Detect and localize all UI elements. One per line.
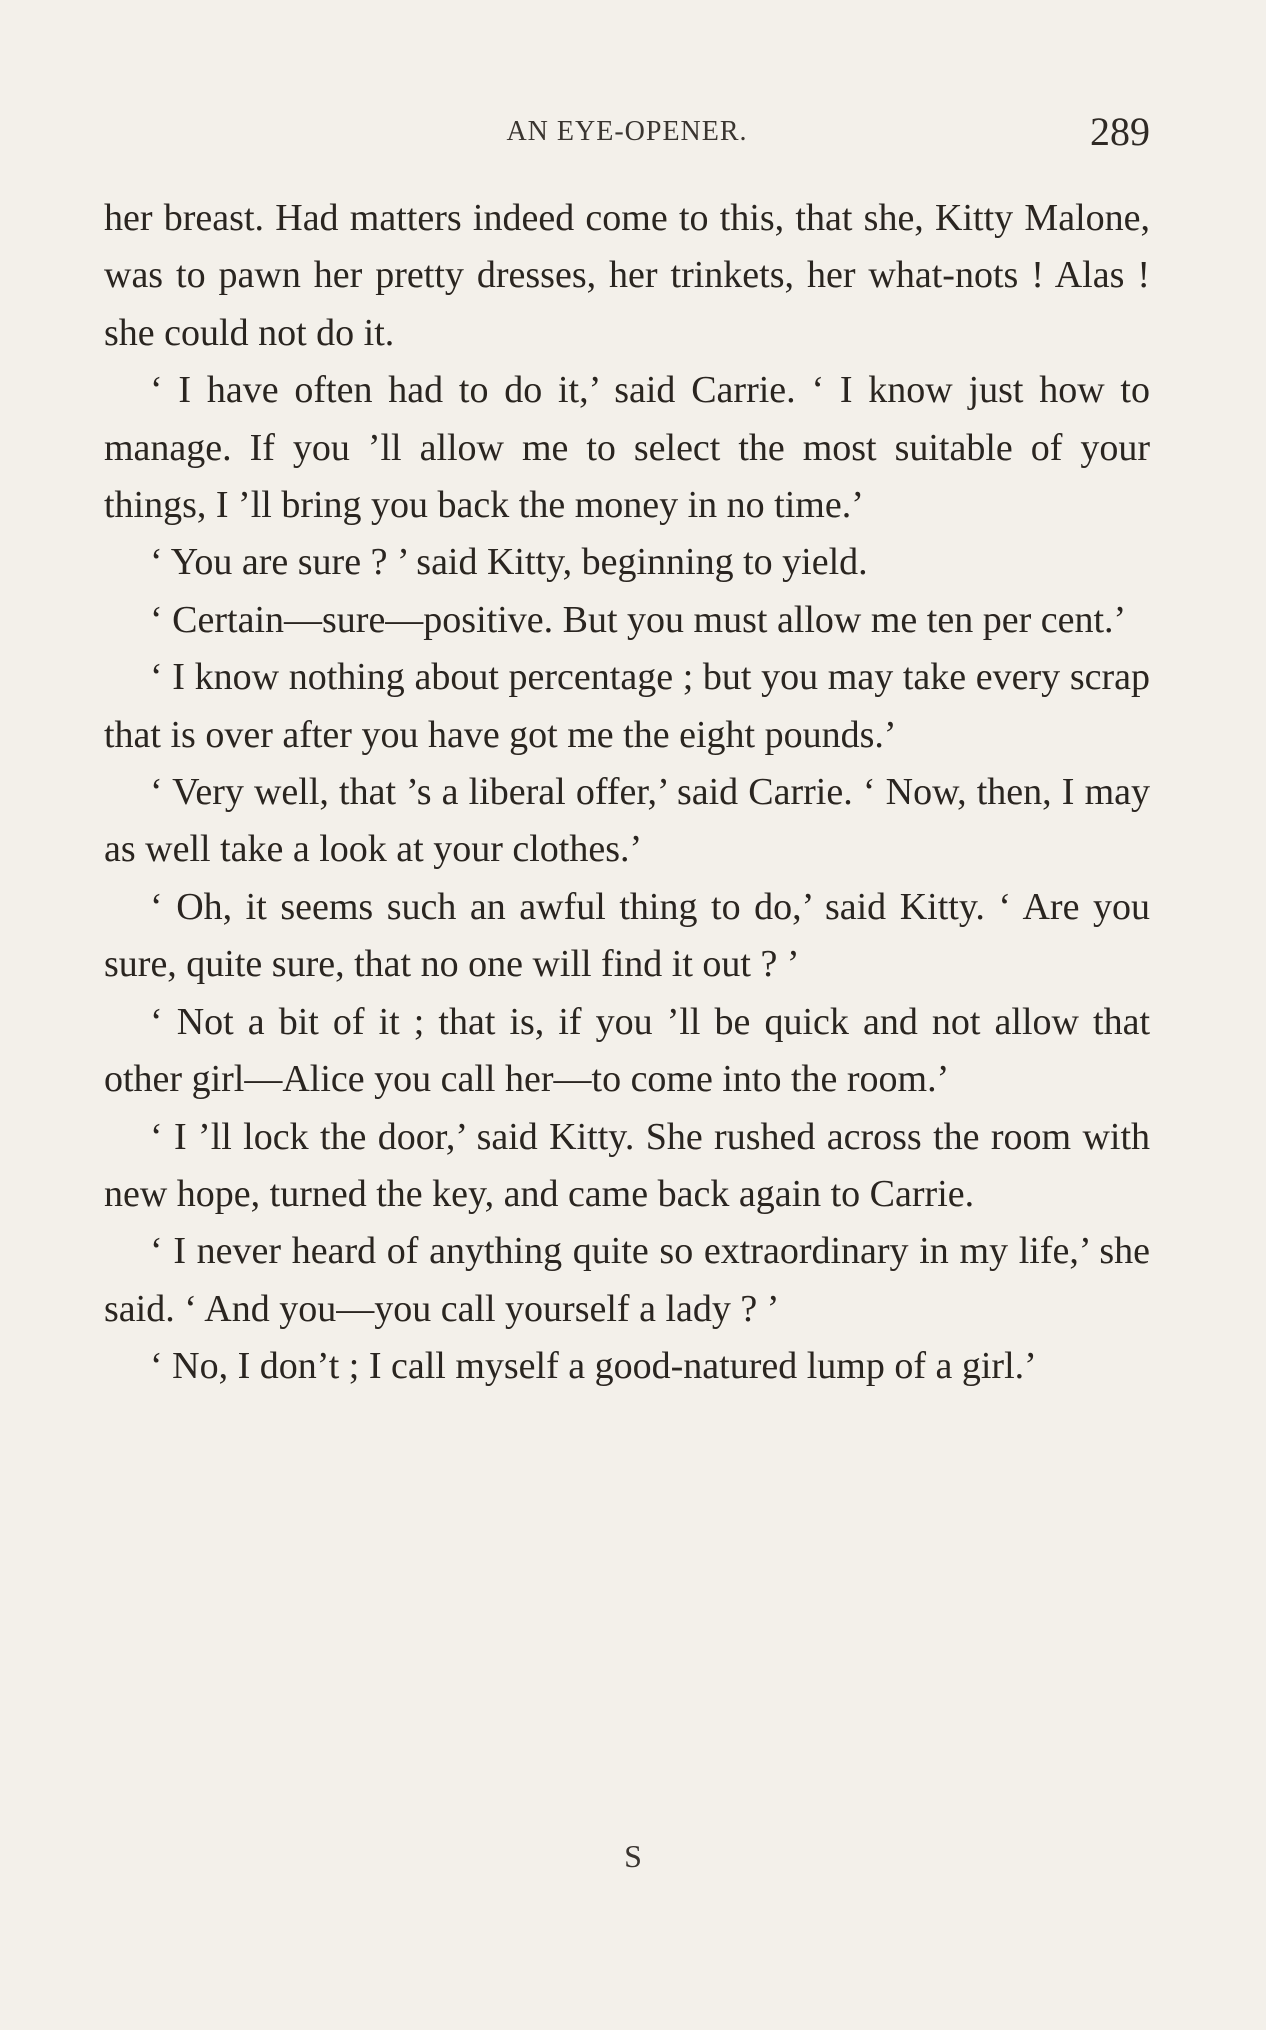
paragraph: ‘ I know nothing about percentage ; but you may take every scrap that is over after you have got me the eight pounds.’: [104, 656, 1150, 756]
paragraph: ‘ I ’ll lock the door,’ said Kitty. She rushed across the room with new hope, turned the key, and came back again to Carrie.: [104, 1115, 1150, 1215]
page-header: [104, 108, 1150, 164]
body-text: [104, 190, 1150, 1396]
paragraph: ‘ Very well, that ’s a liberal offer,’ said Carrie. ‘ Now, then, I may as well take a look at your clothes.’: [104, 771, 1150, 871]
paragraph: ‘ No, I don’t ; I call myself a good-natured lump of a girl.’: [150, 1345, 1037, 1388]
paragraph: ‘ Oh, it seems such an awful thing to do,’ said Kitty. ‘ Are you sure, quite sure, that no one will find it out ? ’: [104, 885, 1150, 986]
paragraph: ‘ I have often had to do it,’ said Carrie. ‘ I know just how to manage. If you ’ll allow me to select the most suitable of your things, I ’ll bring you back the money in no time.’: [104, 369, 1150, 527]
paragraph: ‘ Not a bit of it ; that is, if you ’ll be quick and not allow that other girl—Alice you call her—to come into the room.’: [104, 1000, 1150, 1101]
paragraph: ‘ You are sure ? ’ said Kitty, beginning to yield.: [150, 541, 868, 584]
paragraph: ‘ I never heard of anything quite so extraordinary in my life,’ she said. ‘ And you—you call yourself a lady ? ’: [104, 1230, 1150, 1330]
page-number: 289: [1090, 109, 1150, 154]
paragraph: her breast. Had matters indeed come to this, that she, Kitty Malone, was to pawn her pretty dresses, her trinkets, her what-nots ! Alas ! she could not do it.: [104, 197, 1150, 354]
running-title: AN EYE-OPENER.: [506, 116, 748, 147]
signature-mark: S: [624, 1838, 642, 1874]
paragraph: ‘ Certain—sure—positive. But you must allow me ten per cent.’: [150, 598, 1127, 641]
